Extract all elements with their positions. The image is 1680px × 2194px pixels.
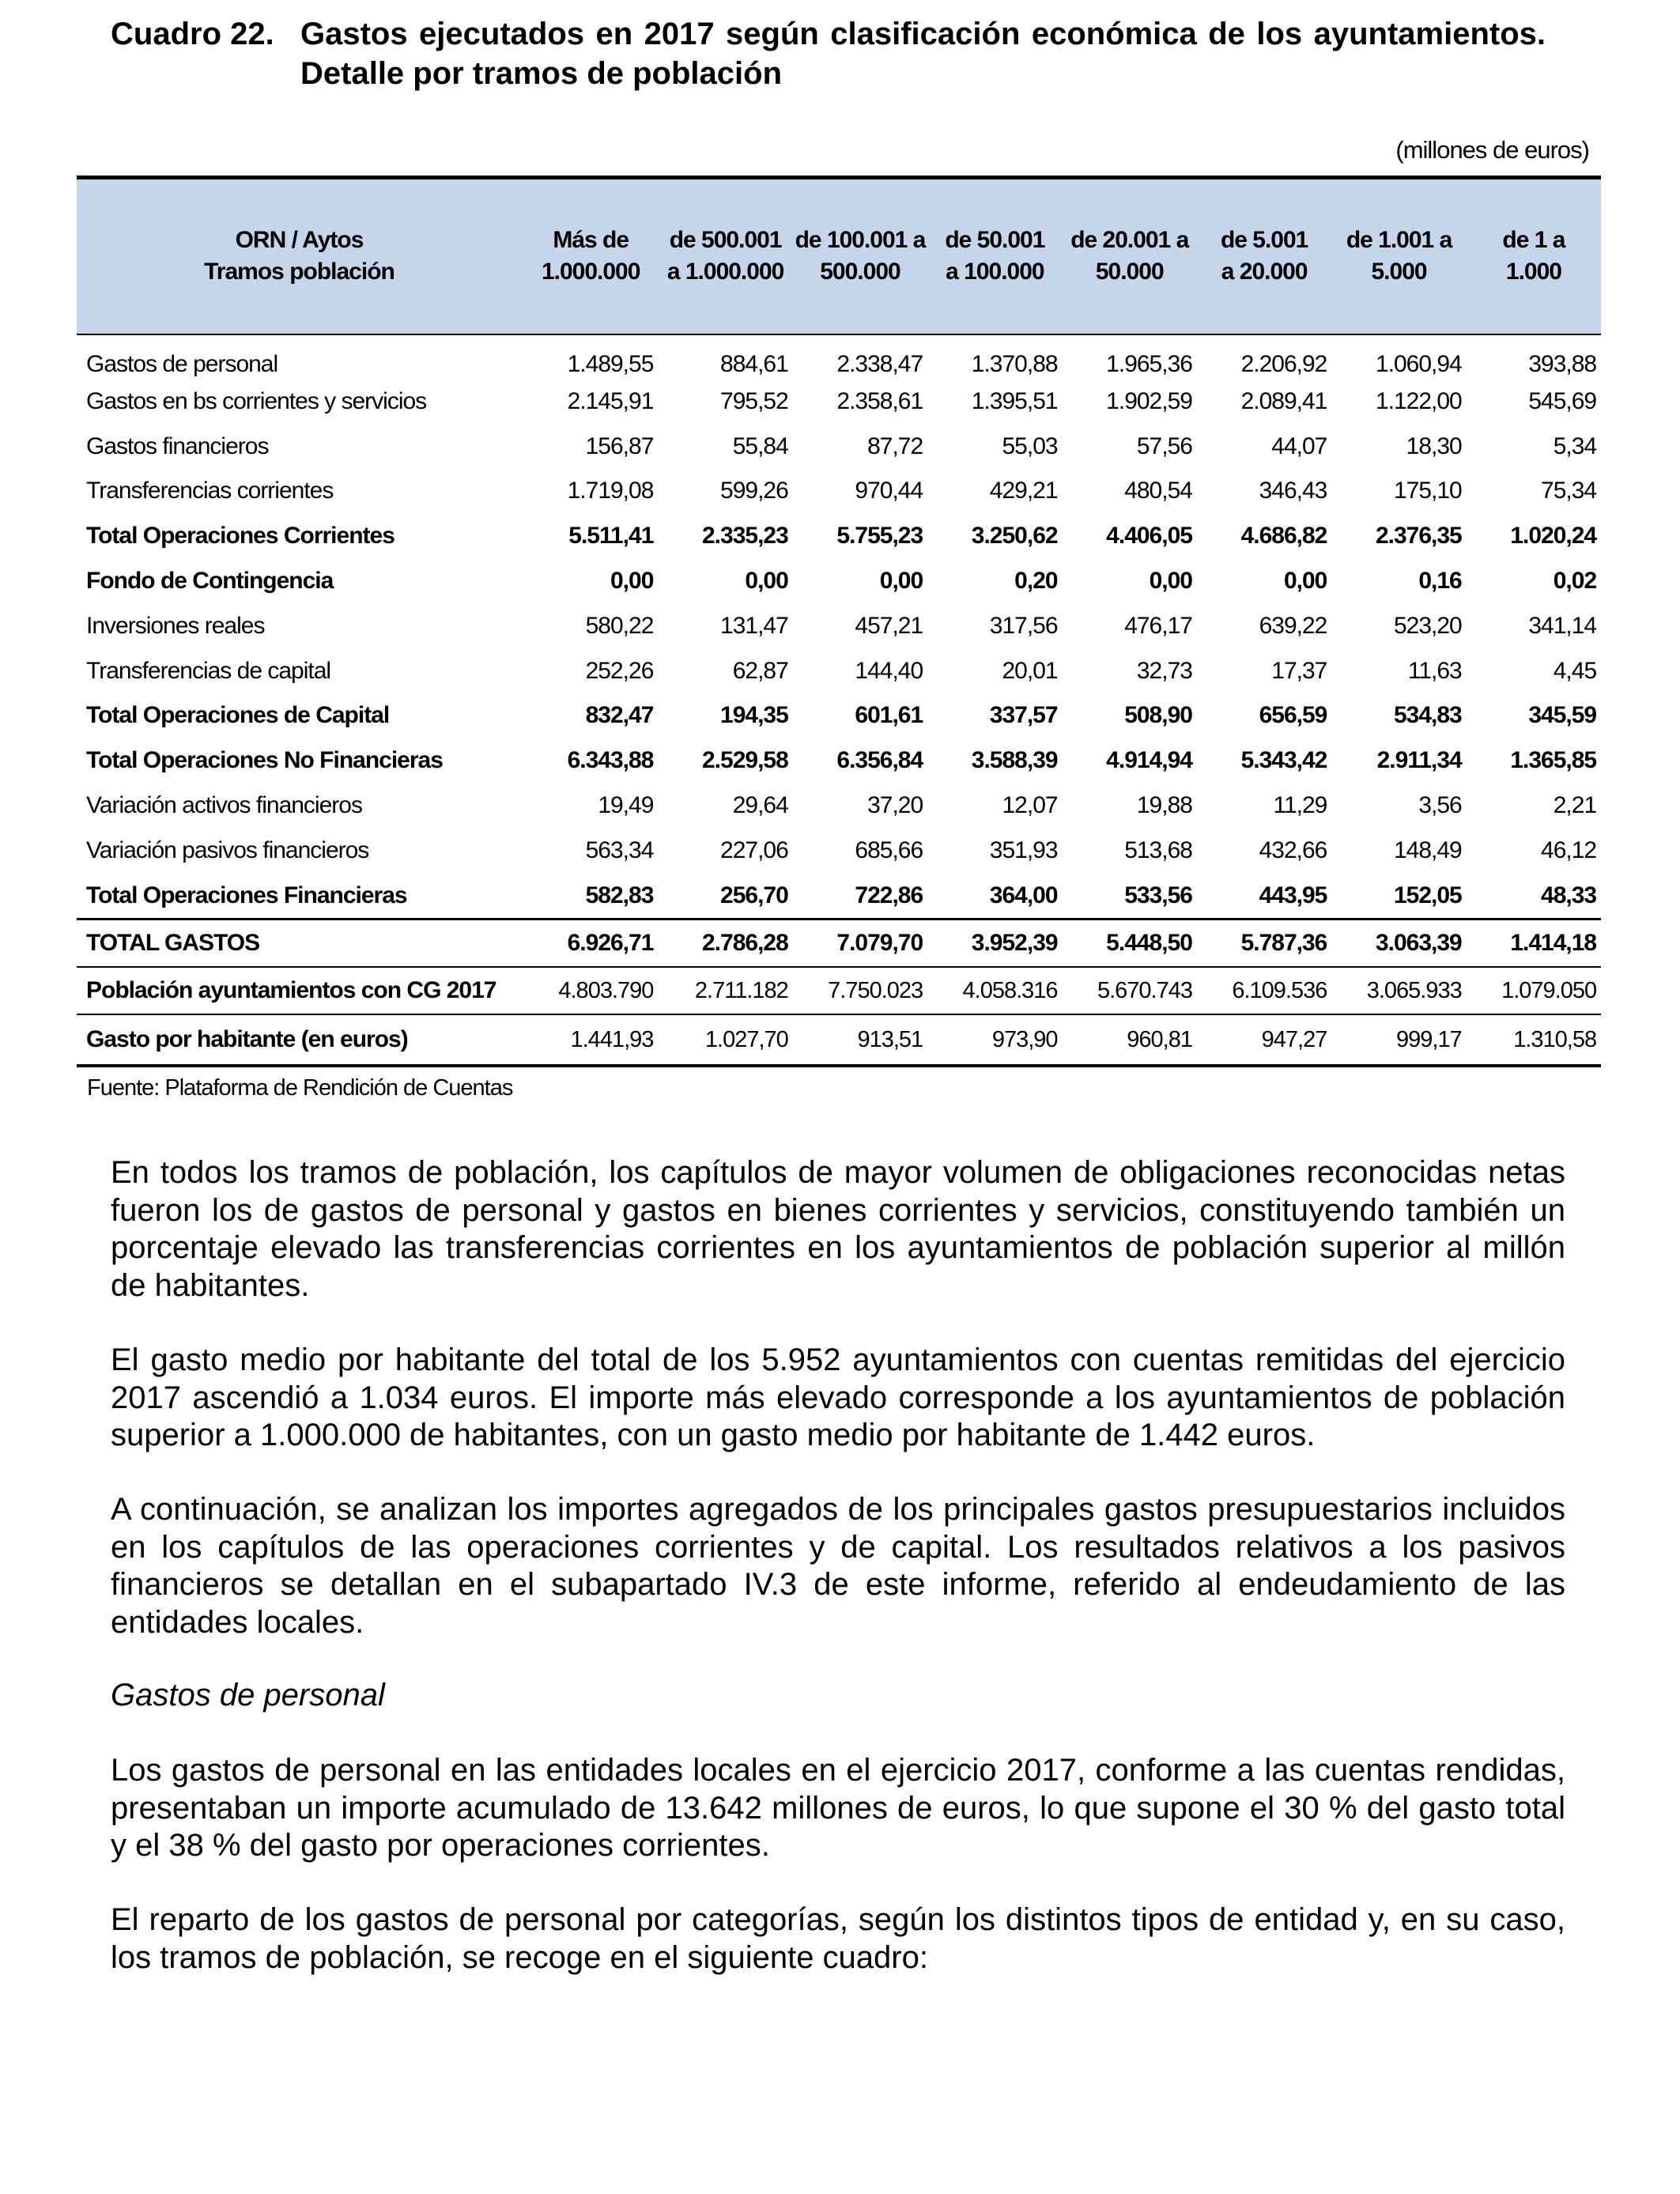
- table-cell: 832,47: [585, 702, 654, 729]
- table-cell: 3.588,39: [971, 747, 1058, 774]
- header-col-line2: 1.000.000: [541, 259, 640, 285]
- table-cell: 0,20: [1014, 568, 1058, 595]
- table-cell: 5.511,41: [568, 523, 654, 549]
- table-cell: 884,61: [720, 350, 788, 377]
- table-cell: 429,21: [989, 478, 1058, 504]
- table-cell: 2.145,91: [567, 387, 654, 414]
- table-cell: 144,40: [855, 657, 923, 684]
- row-label: Gastos en bs corrientes y servicios: [86, 387, 427, 414]
- table-row: [77, 920, 1601, 968]
- header-col-line1: de 500.001: [669, 227, 782, 254]
- table-row: [77, 514, 1601, 559]
- table-cell: 1.310,58: [1467, 1014, 1601, 1066]
- paragraph: A continuación, se analizan los importes agregados de los principales gastos presupuestarios incluidos en los capítulos de las operaciones corrientes y de capital. Los resultados relativos a los pasivos financieros se detallan en el subapartado IV.3 de este informe, referido al endeudamiento de las entidades locales.: [111, 1492, 1565, 1640]
- table-cell: 656,59: [1259, 702, 1327, 729]
- header-col: [523, 178, 658, 334]
- table-cell: 364,00: [989, 882, 1058, 908]
- table-cell: 0,00: [1149, 568, 1192, 595]
- table-cell: 3.952,39: [927, 920, 1062, 968]
- table-cell: 7.750.023: [793, 967, 927, 1014]
- table-cell: 1.060,94: [1375, 350, 1462, 377]
- row-label: Total Operaciones Financieras: [86, 882, 407, 908]
- row-label: Gasto por habitante (en euros): [77, 1014, 523, 1066]
- table-cell: 795,52: [720, 387, 788, 414]
- table-cell: 2.338,47: [836, 350, 923, 377]
- row-label: Población ayuntamientos con CG 2017: [77, 967, 523, 1014]
- header-label-line2: Tramos población: [204, 259, 395, 285]
- table-cell: 351,93: [989, 836, 1058, 863]
- table-cell: 999,17: [1331, 1014, 1466, 1066]
- table-cell: 601,61: [855, 702, 923, 729]
- table-cell: 2.335,23: [702, 523, 788, 549]
- row-label: Variación pasivos financieros: [86, 836, 369, 863]
- table-cell: 1.719,08: [567, 478, 654, 504]
- row-label: Total Operaciones No Financieras: [86, 747, 443, 774]
- table-cell: 317,56: [989, 612, 1058, 639]
- table-row: [77, 784, 1601, 829]
- header-col-line2: a 1.000.000: [666, 259, 784, 285]
- table-cell: 37,20: [867, 792, 923, 819]
- table-cell: 227,06: [720, 836, 788, 863]
- header-col: [1467, 178, 1601, 334]
- table-row: [77, 334, 1601, 380]
- table-cell: 393,88: [1528, 350, 1597, 377]
- table-row: [77, 380, 1601, 425]
- table-cell: 2.711.182: [658, 967, 792, 1014]
- header-col: [793, 178, 927, 334]
- table-cell: 17,37: [1271, 657, 1327, 684]
- table-cell: 5.343,42: [1240, 747, 1327, 774]
- table-cell: 11,29: [1273, 792, 1327, 819]
- table-cell: 0,00: [610, 568, 654, 595]
- table-cell: 18,30: [1406, 432, 1462, 459]
- table-cell: 1.370,88: [971, 350, 1058, 377]
- table-cell: 6.926,71: [523, 920, 658, 968]
- table-cell: 534,83: [1393, 702, 1462, 729]
- table-cell: 523,20: [1393, 612, 1462, 639]
- table-cell: 1.027,70: [658, 1014, 792, 1066]
- table-cell: 175,10: [1393, 478, 1462, 504]
- table-cell: 0,00: [745, 568, 788, 595]
- table-cell: 346,43: [1259, 478, 1327, 504]
- table-cell: 480,54: [1124, 478, 1192, 504]
- table-cell: 3.065.933: [1331, 967, 1466, 1014]
- table-cell: 131,47: [720, 612, 788, 639]
- table-caption: [111, 14, 1546, 93]
- table-cell: 4.686,82: [1240, 523, 1327, 549]
- table-row: [77, 648, 1601, 693]
- paragraph: Los gastos de personal en las entidades locales en el ejercicio 2017, conforme a las cuentas rendidas, presentaban un importe acumulado de 13.642 millones de euros, lo que supone el 30 % del gasto total y el 38 % del gasto por operaciones corrientes.: [111, 1753, 1565, 1863]
- table-cell: 545,69: [1528, 387, 1597, 414]
- table-cell: 443,95: [1259, 882, 1327, 908]
- table-cell: 46,12: [1541, 836, 1597, 863]
- table-row: [77, 828, 1601, 873]
- table-cell: 252,26: [585, 657, 654, 684]
- table-cell: 19,49: [598, 792, 654, 819]
- table-cell: 29,64: [732, 792, 788, 819]
- table-cell: 0,00: [1283, 568, 1327, 595]
- expenses-table: [77, 176, 1601, 1067]
- table-cell: 4.058.316: [927, 967, 1062, 1014]
- table-cell: 2.529,58: [702, 747, 788, 774]
- table-cell: 12,07: [1002, 792, 1058, 819]
- row-label: Variación activos financieros: [86, 792, 362, 819]
- table-cell: 148,49: [1393, 836, 1462, 863]
- subheading: Gastos de personal: [111, 1678, 385, 1713]
- table-row: [77, 967, 1601, 1014]
- table-cell: 345,59: [1528, 702, 1597, 729]
- header-col-line2: 1.000: [1505, 259, 1561, 285]
- table-cell: 1.365,85: [1510, 747, 1597, 774]
- table-cell: 685,66: [855, 836, 923, 863]
- row-label: Transferencias corrientes: [86, 478, 334, 504]
- table-cell: 57,56: [1136, 432, 1192, 459]
- header-col-line1: de 100.001 a: [795, 227, 926, 254]
- table-cell: 970,44: [855, 478, 923, 504]
- table-cell: 44,07: [1271, 432, 1327, 459]
- table-row: [77, 873, 1601, 919]
- table-cell: 5.755,23: [836, 523, 923, 549]
- row-label: Total Operaciones Corrientes: [86, 523, 395, 549]
- table-cell: 2.089,41: [1240, 387, 1327, 414]
- table-cell: 4.803.790: [523, 967, 658, 1014]
- header-col-line1: Más de: [553, 227, 629, 254]
- table-cell: 4,45: [1553, 657, 1597, 684]
- row-label: Inversiones reales: [86, 612, 265, 639]
- table-row: [77, 1014, 1601, 1066]
- table-cell: 2.911,34: [1376, 747, 1462, 774]
- table-cell: 476,17: [1124, 612, 1192, 639]
- table-cell: 4.406,05: [1106, 523, 1192, 549]
- table-cell: 973,90: [927, 1014, 1062, 1066]
- caption-number: Cuadro 22.: [111, 17, 274, 51]
- table-cell: 0,02: [1553, 568, 1597, 595]
- table-row: [77, 469, 1601, 514]
- table-cell: 1.395,51: [971, 387, 1058, 414]
- table-cell: 48,33: [1541, 882, 1597, 908]
- header-col: [1331, 178, 1466, 334]
- table-cell: 1.079.050: [1467, 967, 1601, 1014]
- table-cell: 5.448,50: [1063, 920, 1197, 968]
- table-cell: 960,81: [1063, 1014, 1197, 1066]
- header-col-line2: a 100.000: [946, 259, 1044, 285]
- table-cell: 5.670.743: [1063, 967, 1197, 1014]
- header-col-line2: 500.000: [820, 259, 900, 285]
- header-col: [1197, 178, 1331, 334]
- table-cell: 32,73: [1136, 657, 1192, 684]
- units-note: (millones de euros): [1395, 136, 1589, 164]
- table-cell: 582,83: [585, 882, 654, 908]
- paragraph: El gasto medio por habitante del total de los 5.952 ayuntamientos con cuentas remitidas del ejercicio 2017 ascendió a 1.034 euros. El importe más elevado corresponde a los ayuntamientos de población superior a 1.000.000 de habitantes, con un gasto medio por habitante de 1.442 euros.: [111, 1342, 1565, 1452]
- table-cell: 3.250,62: [971, 523, 1058, 549]
- row-label: Total Operaciones de Capital: [86, 702, 390, 729]
- table-cell: 152,05: [1393, 882, 1462, 908]
- table-cell: 6.356,84: [836, 747, 923, 774]
- table-cell: 599,26: [720, 478, 788, 504]
- table-row: [77, 424, 1601, 469]
- table-row: [77, 693, 1601, 738]
- header-col-line1: de 20.001 a: [1070, 227, 1189, 254]
- table-cell: 7.079,70: [793, 920, 927, 968]
- table-cell: 1.441,93: [523, 1014, 658, 1066]
- table-cell: 1.414,18: [1467, 920, 1601, 968]
- table-cell: 2.358,61: [836, 387, 923, 414]
- header-col: [1063, 178, 1197, 334]
- header-col: [927, 178, 1062, 334]
- table-cell: 513,68: [1124, 836, 1192, 863]
- table-cell: 341,14: [1528, 612, 1597, 639]
- table-cell: 20,01: [1002, 657, 1058, 684]
- table-cell: 1.122,00: [1375, 387, 1462, 414]
- table-cell: 457,21: [855, 612, 923, 639]
- table-cell: 11,63: [1407, 657, 1462, 684]
- table-cell: 1.902,59: [1106, 387, 1192, 414]
- table-cell: 508,90: [1124, 702, 1192, 729]
- row-label: Gastos financieros: [86, 432, 269, 459]
- table-header-row: [77, 178, 1601, 334]
- table-cell: 2.206,92: [1240, 350, 1327, 377]
- table-cell: 75,34: [1541, 478, 1597, 504]
- table-cell: 1.489,55: [567, 350, 654, 377]
- table-cell: 0,00: [879, 568, 923, 595]
- header-label-line1: ORN / Aytos: [235, 227, 364, 254]
- table-cell: 2.376,35: [1375, 523, 1462, 549]
- table-cell: 6.343,88: [567, 747, 654, 774]
- table-cell: 5,34: [1553, 432, 1597, 459]
- table-cell: 2.786,28: [658, 920, 792, 968]
- header-col-line1: de 1 a: [1502, 227, 1565, 254]
- row-label: Fondo de Contingencia: [86, 568, 334, 595]
- caption-title: Gastos ejecutados en 2017 según clasificación económica de los ayuntamientos. Detalle por tramos de población: [300, 17, 1546, 91]
- row-label: TOTAL GASTOS: [77, 920, 523, 968]
- table-cell: 256,70: [720, 882, 788, 908]
- table-source: Fuente: Plataforma de Rendición de Cuentas: [87, 1075, 513, 1101]
- table-cell: 1.965,36: [1106, 350, 1192, 377]
- table-cell: 913,51: [793, 1014, 927, 1066]
- table-cell: 947,27: [1197, 1014, 1331, 1066]
- table-cell: 156,87: [585, 432, 654, 459]
- header-col-line2: 50.000: [1095, 259, 1164, 285]
- paragraph: El reparto de los gastos de personal por categorías, según los distintos tipos de entidad y, en su caso, los tramos de población, se recoge en el siguiente cuadro:: [111, 1902, 1565, 1975]
- table-cell: 2,21: [1553, 792, 1597, 819]
- table-cell: 722,86: [855, 882, 923, 908]
- header-col-line2: a 20.000: [1221, 259, 1308, 285]
- header-row-label: [77, 178, 523, 334]
- table-cell: 0,16: [1418, 568, 1462, 595]
- table-cell: 55,84: [732, 432, 788, 459]
- table-cell: 62,87: [732, 657, 788, 684]
- header-col-line1: de 50.001: [945, 227, 1045, 254]
- table-cell: 639,22: [1259, 612, 1327, 639]
- row-label: Transferencias de capital: [86, 657, 331, 684]
- table-cell: 4.914,94: [1106, 747, 1192, 774]
- table-cell: 580,22: [585, 612, 654, 639]
- header-col: [658, 178, 792, 334]
- table-cell: 533,56: [1124, 882, 1192, 908]
- table-cell: 5.787,36: [1197, 920, 1331, 968]
- table-cell: 563,34: [585, 836, 654, 863]
- table-cell: 432,66: [1259, 836, 1327, 863]
- table-body: [77, 334, 1601, 1067]
- header-col-line1: de 1.001 a: [1346, 227, 1452, 254]
- table-row: [77, 559, 1601, 604]
- table-cell: 55,03: [1002, 432, 1058, 459]
- header-col-line2: 5.000: [1371, 259, 1427, 285]
- table-cell: 1.020,24: [1510, 523, 1597, 549]
- paragraph: En todos los tramos de población, los capítulos de mayor volumen de obligaciones reconocidas netas fueron los de gastos de personal y gastos en bienes corrientes y servicios, constituyendo también un porcentaje elevado las transferencias corrientes en los ayuntamientos de población superior al millón de habitantes.: [111, 1155, 1565, 1303]
- table-cell: 3,56: [1418, 792, 1462, 819]
- table-row: [77, 738, 1601, 784]
- table-cell: 87,72: [867, 432, 923, 459]
- table-cell: 194,35: [720, 702, 788, 729]
- table-cell: 3.063,39: [1331, 920, 1466, 968]
- table-row: [77, 603, 1601, 648]
- table-cell: 19,88: [1136, 792, 1192, 819]
- header-col-line1: de 5.001: [1220, 227, 1308, 254]
- row-label: Gastos de personal: [86, 350, 278, 377]
- table-cell: 337,57: [989, 702, 1058, 729]
- table-cell: 6.109.536: [1197, 967, 1331, 1014]
